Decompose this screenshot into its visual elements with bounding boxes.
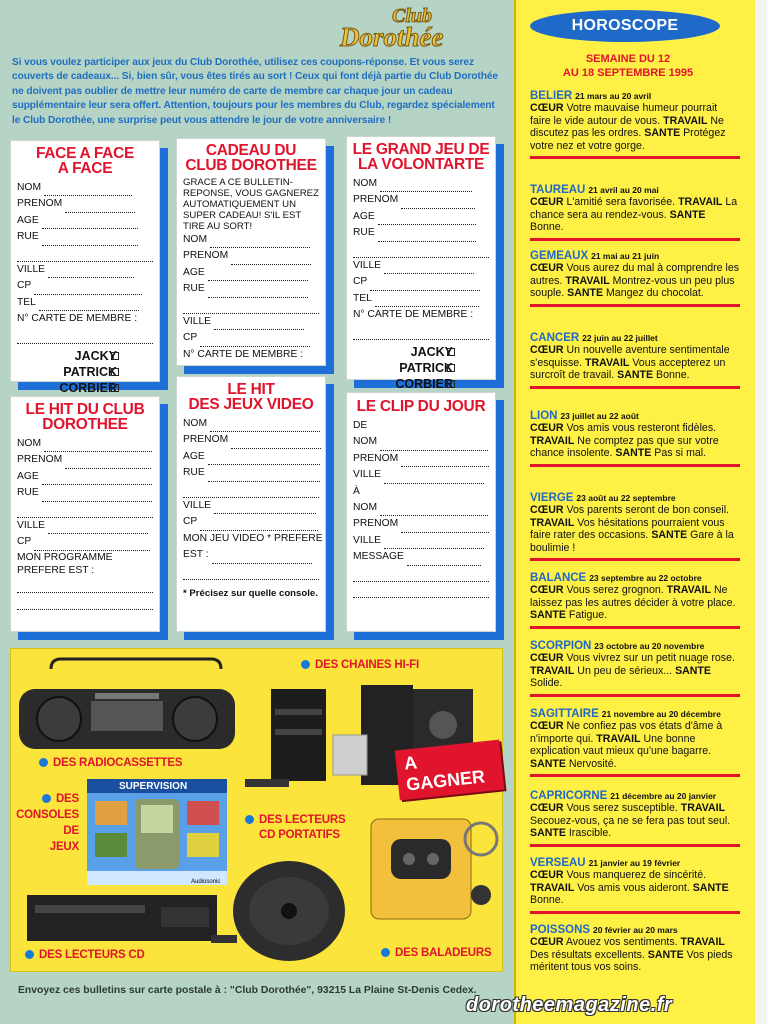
sign-name: LION <box>530 410 558 422</box>
radiocassette-image <box>19 659 235 749</box>
horoscope-sign <box>530 572 740 629</box>
field-tel[interactable]: TEL <box>347 291 495 307</box>
sign-coeur: Vous vivrez sur un petit nuage rose. <box>566 652 735 665</box>
sign-name: TAUREAU <box>530 184 586 196</box>
label-travail: TRAVAIL <box>530 881 575 894</box>
sign-sante: Mangez du chocolat. <box>605 287 704 300</box>
checkbox[interactable] <box>447 380 455 388</box>
label-travail: TRAVAIL <box>596 732 641 745</box>
logo-dorothee-text: Dorothée <box>340 22 444 52</box>
label-sante: SANTE <box>530 827 566 840</box>
label-coeur: CŒUR <box>530 344 564 357</box>
field-age[interactable]: AGE <box>347 209 495 225</box>
field-age[interactable]: AGE <box>177 265 325 281</box>
horoscope-week: SEMAINE DU 12 AU 18 SEPTEMBRE 1995 <box>562 53 694 79</box>
label-travail: TRAVAIL <box>680 936 725 949</box>
field-ville[interactable]: VILLE <box>347 467 495 483</box>
field-nom[interactable]: NOM <box>11 436 159 452</box>
sign-travail: Vos hésitations pourraient vous faire rater des occasions. <box>530 516 725 542</box>
label-travail: TRAVAIL <box>666 584 711 597</box>
cd-player-image <box>27 895 237 943</box>
label-coeur: CŒUR <box>530 720 564 733</box>
sign-travail: Vos amis vous aideront. <box>577 881 690 894</box>
horoscope-sign <box>530 924 740 974</box>
sign-sante: Solide. <box>530 677 563 690</box>
field-cp[interactable]: CP <box>11 278 159 294</box>
footer-address: Envoyez ces bulletins sur carte postale à : "Club Dorothée", 93215 La Plaine St-Denis Cedex. <box>18 985 477 996</box>
field-ville[interactable]: VILLE <box>347 258 495 274</box>
label-coeur: CŒUR <box>530 262 564 275</box>
sign-travail: Un peu de sérieux... <box>577 664 673 677</box>
prize-radio: DES RADIOCASSETTES <box>39 757 182 769</box>
label-sante: SANTE <box>647 948 684 961</box>
page-edge <box>755 0 767 1024</box>
sign-coeur: Un nouvelle aventure sentimentale s'esquisse. <box>530 344 730 369</box>
field-cp[interactable]: CP <box>177 330 325 346</box>
field-programme[interactable]: PREFERE EST : <box>17 564 95 576</box>
watermark: dorotheemagazine.fr <box>466 994 673 1016</box>
coupon-title: LE HIT DES JEUX VIDEO <box>188 381 314 413</box>
sign-dates: 21 janvier au 19 février <box>588 858 681 868</box>
sign-sante: Protégez votre nez et votre gorge. <box>530 127 726 152</box>
prize-lecteurs-cd: DES LECTEURS CD <box>25 949 145 961</box>
sign-travail: La chance sera au rendez-vous. <box>530 196 738 221</box>
a-gagner-badge: A GAGNER <box>395 740 505 801</box>
coupon-title: LE GRAND JEU DE LA VOLONTARTE <box>352 141 490 173</box>
label-coeur: CŒUR <box>530 869 564 882</box>
label-coeur: CŒUR <box>530 652 564 665</box>
horoscope-sign <box>530 250 740 307</box>
prize-hifi: DES CHAINES HI-FI <box>301 659 419 671</box>
sign-name: BELIER <box>530 90 573 102</box>
blank-line[interactable] <box>183 564 319 580</box>
field-de: DE <box>353 420 368 431</box>
field-nom[interactable]: NOM <box>177 416 325 432</box>
sign-sante: Nervosité. <box>568 757 617 770</box>
sign-dates: 21 mars au 20 avril <box>575 91 652 101</box>
sign-dates: 21 mai au 21 juin <box>591 251 660 261</box>
label-coeur: CŒUR <box>530 102 564 115</box>
blank-line[interactable] <box>17 328 153 344</box>
club-dorothee-logo <box>332 2 508 52</box>
sign-sante: Bonne. <box>656 369 690 382</box>
bullet-icon <box>245 815 254 824</box>
sign-name: SCORPION <box>530 640 592 652</box>
horoscope-sign <box>530 790 740 847</box>
field-nom[interactable]: NOM <box>11 180 159 196</box>
sign-coeur: Avouez vos sentiments. <box>565 936 678 949</box>
checkbox[interactable] <box>111 352 119 360</box>
sign-coeur: Vos parents seront de bon conseil. <box>566 504 730 517</box>
sign-name: VIERGE <box>530 492 574 504</box>
blank-line[interactable] <box>17 593 153 609</box>
horoscope-sign <box>530 90 740 159</box>
sign-sante: Bonne. <box>530 221 564 234</box>
label-sante: SANTE <box>567 287 604 300</box>
bullet-icon <box>301 660 310 669</box>
sign-coeur: Vos amis vous resteront fidèles. <box>566 422 717 435</box>
field-carte-membre[interactable]: N° CARTE DE MEMBRE : <box>17 313 138 325</box>
sign-coeur: Vous serez grognon. <box>566 584 664 597</box>
sign-sante: Vos pieds méritent tous vos soins. <box>530 948 733 974</box>
field-message[interactable]: MESSAGE <box>347 549 495 565</box>
label-travail: TRAVAIL <box>565 274 610 287</box>
horoscope-sign <box>530 492 740 561</box>
field-a: À <box>353 485 360 497</box>
coupon-note: GRACE A CE BULLETIN-REPONSE, VOUS GAGNEREZ AUTOMATIQUEMENT UN SUPER CADEAU! S'IL EST TIRE AU SORT! <box>183 177 319 232</box>
label-sante: SANTE <box>675 664 711 677</box>
label-coeur: CŒUR <box>530 584 564 597</box>
horoscope-title: HOROSCOPE <box>530 10 720 42</box>
coupon-title: FACE A FACE A FACE <box>35 145 135 177</box>
horoscope-panel <box>514 0 767 1024</box>
label-coeur: CŒUR <box>530 422 564 435</box>
label-sante: SANTE <box>644 127 681 140</box>
coupon-cadeau-club <box>176 138 326 366</box>
sign-dates: 22 juin au 22 juillet <box>582 333 658 343</box>
field-prenom[interactable]: PRENOM <box>177 432 325 448</box>
choice-jacky[interactable]: JACKY <box>74 348 117 363</box>
sign-travail: Montrez-vous un peu plus souple. <box>530 274 735 300</box>
sign-name: CANCER <box>530 332 580 344</box>
sign-dates: 23 septembre au 22 octobre <box>589 573 702 583</box>
field-rue[interactable]: RUE <box>11 229 159 245</box>
bullet-icon <box>42 794 51 803</box>
portable-cd-image <box>233 861 345 961</box>
sign-coeur: L'amitié sera favorisée. <box>566 196 676 209</box>
coupon-clip-du-jour <box>346 392 496 632</box>
sign-name: SAGITTAIRE <box>530 708 599 720</box>
label-coeur: CŒUR <box>530 196 564 209</box>
sign-name: CAPRICORNE <box>530 790 608 802</box>
choice-corbier[interactable]: CORBIER <box>59 380 117 395</box>
sign-name: BALANCE <box>530 572 587 584</box>
field-cp[interactable]: CP <box>11 534 159 550</box>
label-sante: SANTE <box>530 609 566 622</box>
blank-line[interactable] <box>353 582 489 598</box>
field-prenom[interactable]: PRENOM <box>347 451 495 467</box>
field-prenom[interactable]: PRENOM <box>11 452 159 468</box>
sign-coeur: Vous serez susceptible. <box>566 802 678 815</box>
prize-consoles: DES CONSOLES DE JEUX <box>16 793 79 853</box>
sign-dates: 20 février au 20 mars <box>593 925 678 935</box>
coupon-face-a-face <box>10 140 160 395</box>
field-jeu[interactable]: EST : <box>177 547 325 563</box>
label-travail: TRAVAIL <box>530 434 575 447</box>
field-cp[interactable]: CP <box>177 514 325 530</box>
field-rue[interactable]: RUE <box>177 281 325 297</box>
field-age[interactable]: AGE <box>177 449 325 465</box>
label-travail: TRAVAIL <box>663 114 708 127</box>
bullet-icon <box>381 948 390 957</box>
sign-sante: Gare à la boulimie ! <box>530 529 734 554</box>
field-nom[interactable]: NOM <box>347 434 495 450</box>
blank-line[interactable] <box>353 324 489 340</box>
checkbox[interactable] <box>111 384 119 392</box>
audiosonic-text: Audiosonic <box>191 879 221 885</box>
field-nom[interactable]: NOM <box>347 176 495 192</box>
label-sante: SANTE <box>615 447 652 460</box>
horoscope-sign <box>530 857 740 914</box>
sign-name: GEMEAUX <box>530 250 589 262</box>
field-rue[interactable]: RUE <box>177 465 325 481</box>
prize-baladeurs: DES BALADEURS <box>381 947 491 959</box>
sign-coeur: Votre mauvaise humeur pourrait faire le vide autour de vous. <box>530 102 718 127</box>
choice-jacky[interactable]: JACKY <box>410 344 453 359</box>
console-box-image <box>87 779 227 885</box>
field-nom[interactable]: NOM <box>177 232 325 248</box>
blank-line[interactable] <box>353 566 489 582</box>
prizes-panel <box>10 648 503 972</box>
field-jeu-label: MON JEU VIDEO * PREFERE <box>183 532 323 544</box>
sign-travail: Ne laissez pas les autres décider à votre place. <box>530 584 736 609</box>
field-carte-membre[interactable]: N° CARTE DE MEMBRE : <box>353 309 474 321</box>
blank-line[interactable] <box>183 482 319 498</box>
sign-travail: Vous accepterez un surcroît de travail. <box>530 356 726 382</box>
field-prenom-2[interactable]: PRENOM <box>347 516 495 532</box>
label-travail: TRAVAIL <box>585 356 630 369</box>
coupon-hit-jeux-video <box>176 376 326 632</box>
sign-travail: Ne discutez pas les ordres. <box>530 114 724 140</box>
field-ville[interactable]: VILLE <box>11 518 159 534</box>
sign-coeur: Ne confiez pas vos états d'âme à n'importe qui. <box>530 720 723 745</box>
sign-dates: 21 décembre au 20 janvier <box>610 791 717 801</box>
sign-dates: 23 octobre au 20 novembre <box>594 641 705 651</box>
field-prenom[interactable]: PRENOM <box>11 196 159 212</box>
field-ville[interactable]: VILLE <box>177 314 325 330</box>
sign-travail: Une bonne explication vaut mieux qu'une bagarre. <box>530 732 712 758</box>
intro-text: Si vous voulez participer aux jeux du Club Dorothée, utilisez ces coupons-réponse. Et vous serez couverts de cadeaux... Si, bien sûr, vous êtes tirés au sort ! Ceux qui font déjà partie du Club Dorothée ne doivent pas oublier de mettre leur numéro de carte de membre car chaque jour un cadeau supplémentaire leur sera offert. Attention, toujours pour les membres du Club, regardez spécialement le Club Dorothée, une surprise peut vous attendre le jour de votre anniversaire ! <box>12 57 498 126</box>
checkbox[interactable] <box>447 348 455 356</box>
horoscope-sign <box>530 184 740 241</box>
field-cp[interactable]: CP <box>347 274 495 290</box>
coupon-title: LE CLIP DU JOUR <box>356 398 486 415</box>
field-tel[interactable]: TEL <box>11 295 159 311</box>
field-nom-2[interactable]: NOM <box>347 500 495 516</box>
label-sante: SANTE <box>669 208 706 221</box>
label-sante: SANTE <box>530 757 566 770</box>
sign-sante: Irascible. <box>568 827 612 840</box>
bullet-icon <box>25 950 34 959</box>
sign-dates: 23 août au 22 septembre <box>576 493 676 503</box>
sign-sante: Fatigue. <box>568 609 608 622</box>
prize-lecteurs-portatifs: DES LECTEURS CD PORTATIFS <box>245 813 345 843</box>
field-age[interactable]: AGE <box>11 213 159 229</box>
sign-dates: 21 novembre au 20 décembre <box>601 709 721 719</box>
field-prenom[interactable]: PRENOM <box>347 192 495 208</box>
label-coeur: CŒUR <box>530 504 564 517</box>
field-rue[interactable]: RUE <box>11 485 159 501</box>
field-ville[interactable]: VILLE <box>11 262 159 278</box>
sign-travail: Secouez-vous, ça ne se fera pas tout seul. <box>530 814 731 827</box>
label-coeur: CŒUR <box>530 802 564 815</box>
sign-dates: 23 juillet au 22 août <box>560 411 639 421</box>
sign-travail: Des résultats excellents. <box>530 948 645 961</box>
sign-dates: 21 avril au 20 mai <box>588 185 659 195</box>
field-carte-membre[interactable]: N° CARTE DE MEMBRE : <box>183 348 304 360</box>
field-programme-label: MON PROGRAMME <box>17 551 113 563</box>
field-prenom[interactable]: PRENOM <box>177 248 325 264</box>
coupon-title: CADEAU DU CLUB DOROTHEE <box>185 142 317 174</box>
horoscope-sign <box>530 332 740 389</box>
blank-line[interactable] <box>17 502 153 518</box>
horoscope-sign <box>530 708 740 777</box>
checkbox[interactable] <box>447 364 455 372</box>
blank-line[interactable] <box>17 577 153 593</box>
sign-travail: Ne comptez pas que sur votre chance insolente. <box>530 434 719 460</box>
coupon-grand-jeu <box>346 136 496 391</box>
label-sante: SANTE <box>617 369 654 382</box>
sign-coeur: Vous manquerez de sincérité. <box>566 869 707 882</box>
horoscope-sign <box>530 640 740 697</box>
logo-club-text: Club <box>392 5 433 27</box>
label-sante: SANTE <box>651 529 688 542</box>
field-rue[interactable]: RUE <box>347 225 495 241</box>
supervision-text: SUPERVISION <box>119 781 188 792</box>
choice-patrick[interactable]: PATRICK <box>399 360 453 375</box>
choice-corbier[interactable]: CORBIER <box>395 376 453 391</box>
field-ville[interactable]: VILLE <box>177 498 325 514</box>
label-sante: SANTE <box>692 881 729 894</box>
field-ville-2[interactable]: VILLE <box>347 533 495 549</box>
coupon-hit-club <box>10 396 160 632</box>
sign-name: VERSEAU <box>530 857 586 869</box>
sign-name: POISSONS <box>530 924 591 936</box>
coupon-footnote: * Précisez sur quelle console. <box>183 587 318 599</box>
coupon-title: LE HIT DU CLUB DOROTHEE <box>25 401 145 433</box>
label-travail: TRAVAIL <box>680 802 726 815</box>
horoscope-sign <box>530 410 740 467</box>
blank-line[interactable] <box>183 298 319 314</box>
walkman-image <box>371 819 497 919</box>
sign-coeur: Vous aurez du mal à comprendre les autres. <box>530 262 740 287</box>
blank-line[interactable] <box>17 246 153 262</box>
field-age[interactable]: AGE <box>11 469 159 485</box>
blank-line[interactable] <box>353 242 489 258</box>
label-travail: TRAVAIL <box>530 664 575 677</box>
bullet-icon <box>39 758 48 767</box>
label-travail: TRAVAIL <box>678 196 723 209</box>
sign-sante: Pas si mal. <box>654 447 707 460</box>
label-coeur: CŒUR <box>530 936 564 949</box>
checkbox[interactable] <box>111 368 119 376</box>
label-travail: TRAVAIL <box>530 516 575 529</box>
sign-sante: Bonne. <box>530 894 564 907</box>
choice-patrick[interactable]: PATRICK <box>63 364 117 379</box>
